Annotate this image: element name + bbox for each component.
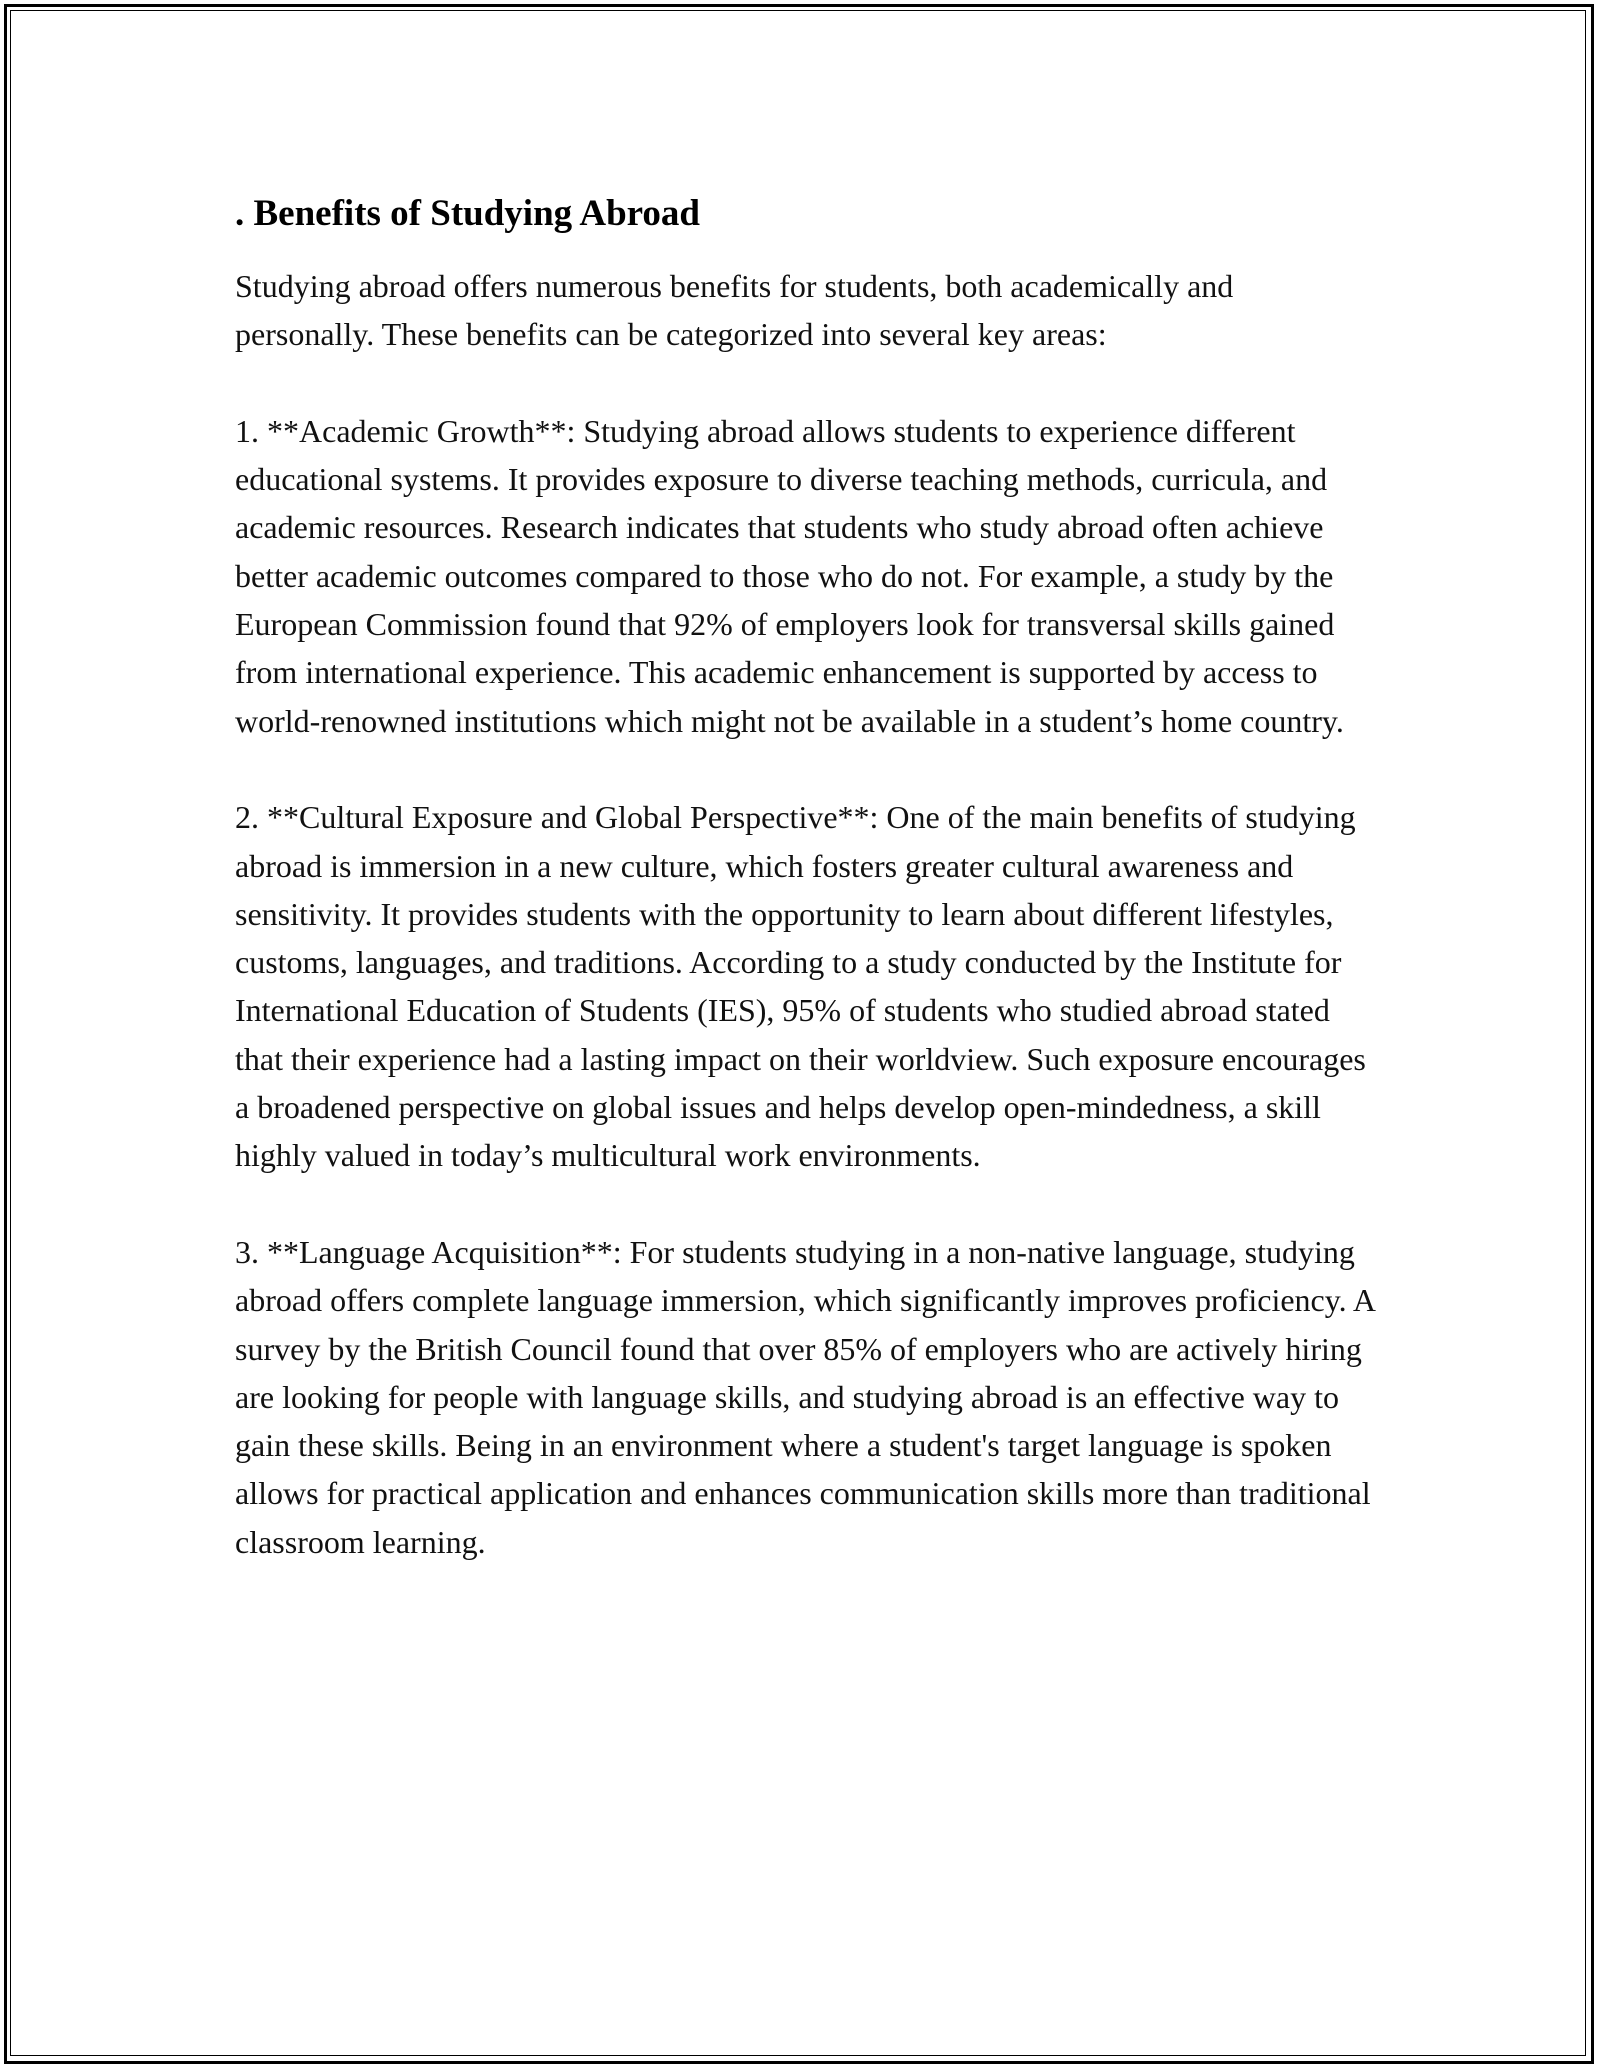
academic-growth-paragraph: 1. **Academic Growth**: Studying abroad allows students to experience different educational systems. It provides exposure to diverse teaching methods, curricula, and academic resources. Research indicates that students who study abroad often achieve better academic outcomes compared to those who do not. For example, a study by the European Commission found that 92% of employers look for transversal skills gained from international experience. This academic enhancement is supported by access to world-renowned institutions which might not be available in a student’s home country.	[235, 412, 1344, 739]
intro-paragraph: Studying abroad offers numerous benefits for students, both academically and personally. These benefits can be categorized into several key areas:	[235, 268, 1234, 353]
section-heading: . Benefits of Studying Abroad	[235, 193, 700, 234]
cultural-exposure-paragraph: 2. **Cultural Exposure and Global Perspective**: One of the main benefits of studying abroad is immersion in a new culture, which fosters greater cultural awareness and sensitivity. It provides students with the opportunity to learn about different lifestyles, customs, languages, and traditions. According to a study conducted by the Institute for International Education of Students (IES), 95% of students who studied abroad stated that their experience had a lasting impact on their worldview. Such exposure encourages a broadened perspective on global issues and helps develop open-mindedness, a skill highly valued in today’s multicultural work environments.	[235, 799, 1366, 1174]
document-body	[235, 190, 1375, 1614]
language-acquisition-paragraph: 3. **Language Acquisition**: For students studying in a non-native language, studying abroad offers complete language immersion, which significantly improves proficiency. A survey by the British Council found that over 85% of employers who are actively hiring are looking for people with language skills, and studying abroad is an effective way to gain these skills. Being in an environment where a student's target language is spoken allows for practical application and enhances communication skills more than traditional classroom learning.	[235, 1233, 1375, 1560]
